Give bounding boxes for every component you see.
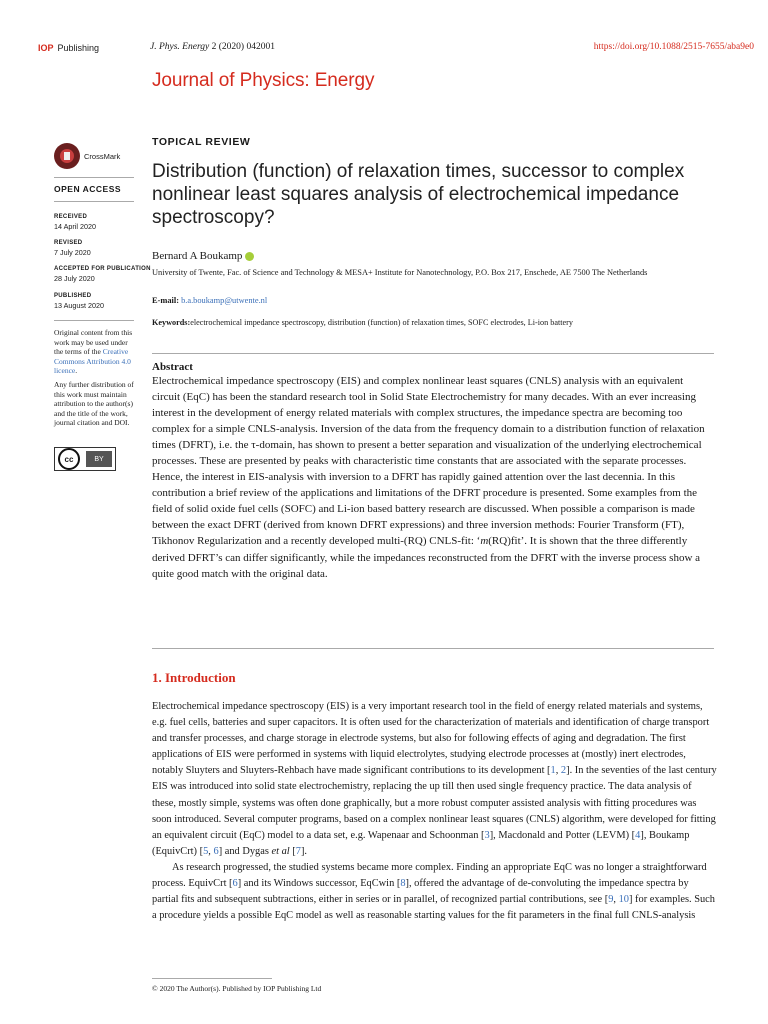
text: As research progressed, the studied systems became more complex. Finding an appropriate EqC was no longer a straightforward process. EquivCrt [ <box>152 861 707 890</box>
citation-link[interactable]: 3 <box>484 829 490 841</box>
abstract-block <box>152 357 714 582</box>
journal-abbrev: J. Phys. Energy <box>150 42 210 52</box>
text: ], Macdonald and Potter (LEVM) [ <box>489 829 636 841</box>
introduction-body <box>152 699 717 924</box>
email-link[interactable]: b.a.boukamp@utwente.nl <box>181 296 268 305</box>
divider <box>152 353 714 354</box>
date-received <box>54 213 96 231</box>
journal-citation <box>150 42 275 52</box>
citation-link[interactable]: 4 <box>635 829 641 841</box>
divider <box>152 648 714 649</box>
text: ] for examples. Such a procedure yields a possible EqC model as well as reasonable starting values for the fit parameters in the final full CNLS-analysis <box>152 894 715 922</box>
text: ], offered the advantage of de-convoluting the impedance spectra by partial fits and subsequent subtractions, either in series or in parallel, of recognized partial contributions, see [ <box>152 878 689 906</box>
divider <box>152 978 272 979</box>
text: Electrochemical impedance spectroscopy (EIS) is a very important research tool in the field of energy related materials and systems, e.g. fuel cells, batteries and super capacitors. It is often used for the characterization of materials and identification of charge transport and transfer processes, and charge storage in electrode systems, but also for following effects of aging and degradation. The first applications of EIS were performed in systems with liquid electrolytes, studying electrode processes at (mostly) inert electrodes, notably Sluyters and Sluyters-Rehbach have made significant contributions to its development [ <box>152 701 710 777</box>
citation-link[interactable]: 7 <box>295 845 301 857</box>
cc-by-badge[interactable] <box>54 447 116 471</box>
journal-title[interactable]: Journal of Physics: Energy <box>152 70 375 91</box>
license-text: Original content from this work may be used under the terms of the <box>54 328 133 357</box>
citation-link[interactable]: 5 <box>203 845 209 857</box>
text: [ <box>289 845 296 857</box>
doi-link[interactable]: https://doi.org/10.1088/2515-7655/aba9e0 <box>593 42 754 52</box>
date-accepted <box>54 265 151 283</box>
date-label: PUBLISHED <box>54 293 92 299</box>
abstract-part: Electrochemical impedance spectroscopy (EIS) and complex nonlinear least squares (CNLS) analysis with an equivalent circuit (EqC) has been the standard research tool in Solid State Electrochemistry for many decades. With an ever increasing interest in the development of energy related materials with complex structures, the impedance spectra are becoming too complex for a simple CNLS-analysis. Inversion of the data from the frequency domain to a distribution function of relaxation times (DFRT), i.e. the τ-domain, has shown to present a better separation and visualization of the underlying electrochemical processes. These are presented by peaks with characteristic time constants that are associated with the separate processes. Hence, the interest in EIS-analysis with inversion to a DFRT has rapidly gained attention over the last decennia. In this contribution a brief review of the applications and limitations of the DFRT procedure is presented. Some examples from the field of solid oxide fuel cells (SOFC) and Li-ion based battery research are discussed. When possible a comparison is made between the exact DFRT (derived from known DFRT expressions) and three inversion methods: Fourier Transform (FT), Tikhonov Regularization and a recently developed multi-(RQ) CNLS-fit: ‘ <box>152 375 705 548</box>
keywords-label: Keywords: <box>152 318 191 327</box>
publisher-mark: IOP <box>38 43 54 53</box>
date-revised <box>54 239 91 257</box>
date-value: 14 April 2020 <box>54 222 96 231</box>
date-label: RECEIVED <box>54 214 88 220</box>
citation-link[interactable]: 1 <box>550 765 556 777</box>
text: ] and Dygas <box>218 845 272 857</box>
by-icon: BY <box>86 451 112 467</box>
license-notice <box>54 328 134 432</box>
citation-link[interactable]: 6 <box>213 845 219 857</box>
divider <box>54 177 134 178</box>
affiliation: University of Twente, Fac. of Science and Technology & MESA+ Institute for Nanotechnology, P.O. Box 217, Enschede, AE 7500 The Netherlands <box>152 268 648 277</box>
date-label: ACCEPTED FOR PUBLICATION <box>54 266 151 272</box>
abstract-text <box>152 373 714 582</box>
citation-link[interactable]: 10 <box>618 894 629 906</box>
article-type: TOPICAL REVIEW <box>152 136 251 148</box>
keywords-line <box>152 318 722 327</box>
divider <box>54 201 134 202</box>
keywords-text: electrochemical impedance spectroscopy, distribution (function) of relaxation times, SOFC electrodes, Li-ion battery <box>190 318 573 327</box>
paragraph <box>152 860 717 924</box>
license-punct: . <box>75 366 78 376</box>
citation: 2 (2020) 042001 <box>211 42 275 52</box>
open-access-label: OPEN ACCESS <box>54 184 122 194</box>
author-line <box>152 250 254 262</box>
cc-icon: cc <box>58 448 80 470</box>
date-value: 28 July 2020 <box>54 274 95 283</box>
license-attribution: Any further distribution of this work must maintain attribution to the author(s) and the title of the work, journal citation and DOI. <box>54 379 134 428</box>
crossmark-button[interactable] <box>54 143 120 169</box>
paragraph <box>152 699 717 860</box>
date-value: 13 August 2020 <box>54 301 104 310</box>
abstract-italic: m <box>480 535 489 548</box>
article-title: Distribution (function) of relaxation times, successor to complex nonlinear least squares analysis of electrochemical impedance spectroscopy? <box>152 161 685 228</box>
text: et al <box>271 845 290 857</box>
text: , <box>555 765 561 777</box>
email-label: E-mail: <box>152 296 179 305</box>
email-line <box>152 296 267 305</box>
text: ] and its Windows successor, EqCwin [ <box>237 878 401 890</box>
section-heading: 1. Introduction <box>152 670 236 685</box>
date-label: REVISED <box>54 240 83 246</box>
cc-license-link[interactable]: Creative Commons Attribution 4.0 licence <box>54 347 131 376</box>
publisher-word: Publishing <box>57 43 100 53</box>
citation-link[interactable]: 9 <box>608 894 614 906</box>
abstract-part: (RQ)fit’. It is shown that the three differently derived DFRT’s can differ significantly, while the impedances reconstructed from the DFRT with the inverse process show a quite good match with the original data. <box>152 535 701 580</box>
orcid-icon[interactable] <box>245 252 254 261</box>
copyright: © 2020 The Author(s). Published by IOP Publishing Ltd <box>152 984 322 993</box>
divider <box>54 320 134 321</box>
date-value: 7 July 2020 <box>54 248 91 257</box>
citation-link[interactable]: 8 <box>400 878 406 890</box>
crossmark-icon <box>54 143 80 169</box>
text: ]. <box>300 845 308 857</box>
text: ], Boukamp (EquivCrt) [ <box>152 829 690 857</box>
text: ]. In the seventies of the last century EIS was introduced into solid state electrochemistry, replacing the up till then used single frequency practice. The data analysis of these, mostly simple, systems was often done graphically, but a more robust computer assisted analysis with fitting procedures was soon introduced. Several computer programs, based on a complex nonlinear least squares (CNLS) algorithm, were developed for fitting an equivalent circuit (EqC) model to a data set, e.g. Wapenaar and Schoonman [ <box>152 765 717 841</box>
text: , <box>208 845 214 857</box>
citation-link[interactable]: 2 <box>560 765 567 777</box>
publisher-logo <box>38 43 99 53</box>
abstract-heading: Abstract <box>152 361 193 373</box>
text: , <box>613 894 619 906</box>
date-published <box>54 292 104 310</box>
author-name[interactable]: Bernard A Boukamp <box>152 250 243 262</box>
crossmark-label: CrossMark <box>84 151 121 161</box>
citation-link[interactable]: 6 <box>232 878 238 890</box>
